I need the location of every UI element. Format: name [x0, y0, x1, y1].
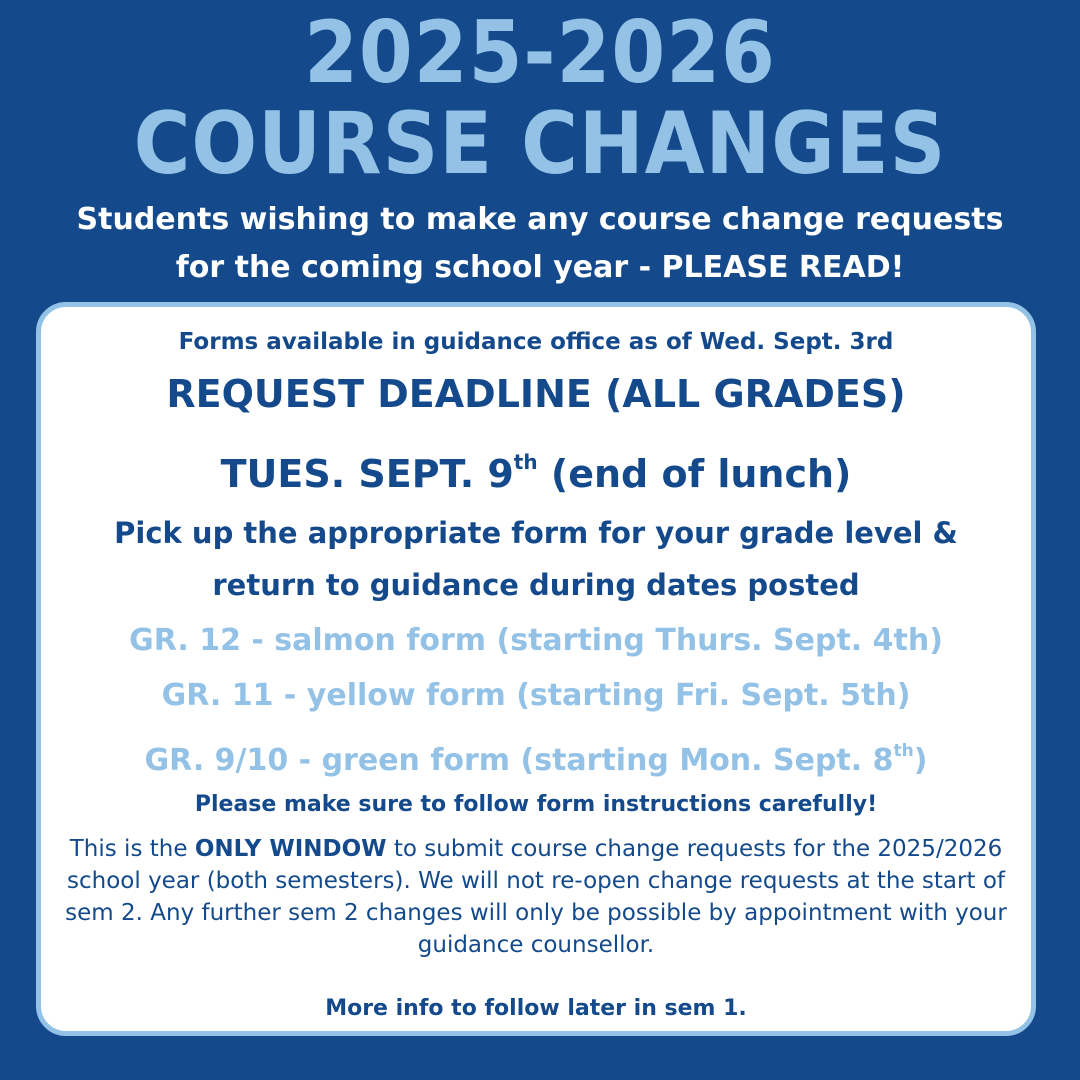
grade-9-10-form: [41, 723, 1031, 789]
deadline-date-time: (end of lunch): [537, 452, 852, 496]
grade-11-form: GR. 11 - yellow form (starting Fri. Sept. 5th): [161, 678, 911, 713]
pickup-line-1: Pick up the appropriate form for your grade level &: [114, 516, 958, 550]
window-notice-intro: This is the: [69, 836, 195, 862]
window-notice-emphasis: ONLY WINDOW: [194, 836, 387, 862]
subtitle-line-1: Students wishing to make any course change requests: [76, 202, 1004, 237]
grade-9-10-suffix: th: [893, 741, 914, 761]
forms-available-text: Forms available in guidance office as of Wed. Sept. 3rd: [178, 329, 894, 355]
deadline-heading: REQUEST DEADLINE (ALL GRADES): [166, 372, 906, 416]
subtitle-line-2: for the coming school year - PLEASE READ!: [175, 250, 905, 285]
deadline-date-suffix: th: [513, 450, 538, 474]
title-course-changes: COURSE CHANGES: [133, 94, 947, 194]
deadline-date: [41, 432, 1031, 504]
grade-9-10-main: GR. 9/10 - green form (starting Mon. Sept. 8: [144, 743, 894, 778]
deadline-date-main: TUES. SEPT. 9: [220, 452, 514, 496]
info-card: [36, 302, 1036, 1036]
title-year: 2025-2026: [304, 3, 776, 103]
more-info-text: More info to follow later in sem 1.: [325, 996, 747, 1021]
pickup-instructions: [41, 507, 1031, 611]
window-notice-details: to submit course change requests for the 2025/2026 school year (both semesters). We will not re-open change requests at the start of sem 2. Any further sem 2 changes will only be possible by appointment with your guidance counsellor.: [65, 836, 1007, 958]
window-notice: [41, 833, 1031, 961]
grade-12-form: GR. 12 - salmon form (starting Thurs. Sept. 4th): [129, 623, 943, 658]
grade-9-10-close: ): [913, 743, 928, 778]
subtitle: [0, 196, 1080, 292]
pickup-line-2: return to guidance during dates posted: [212, 568, 860, 602]
instructions-note: Please make sure to follow form instructions carefully!: [194, 792, 878, 817]
